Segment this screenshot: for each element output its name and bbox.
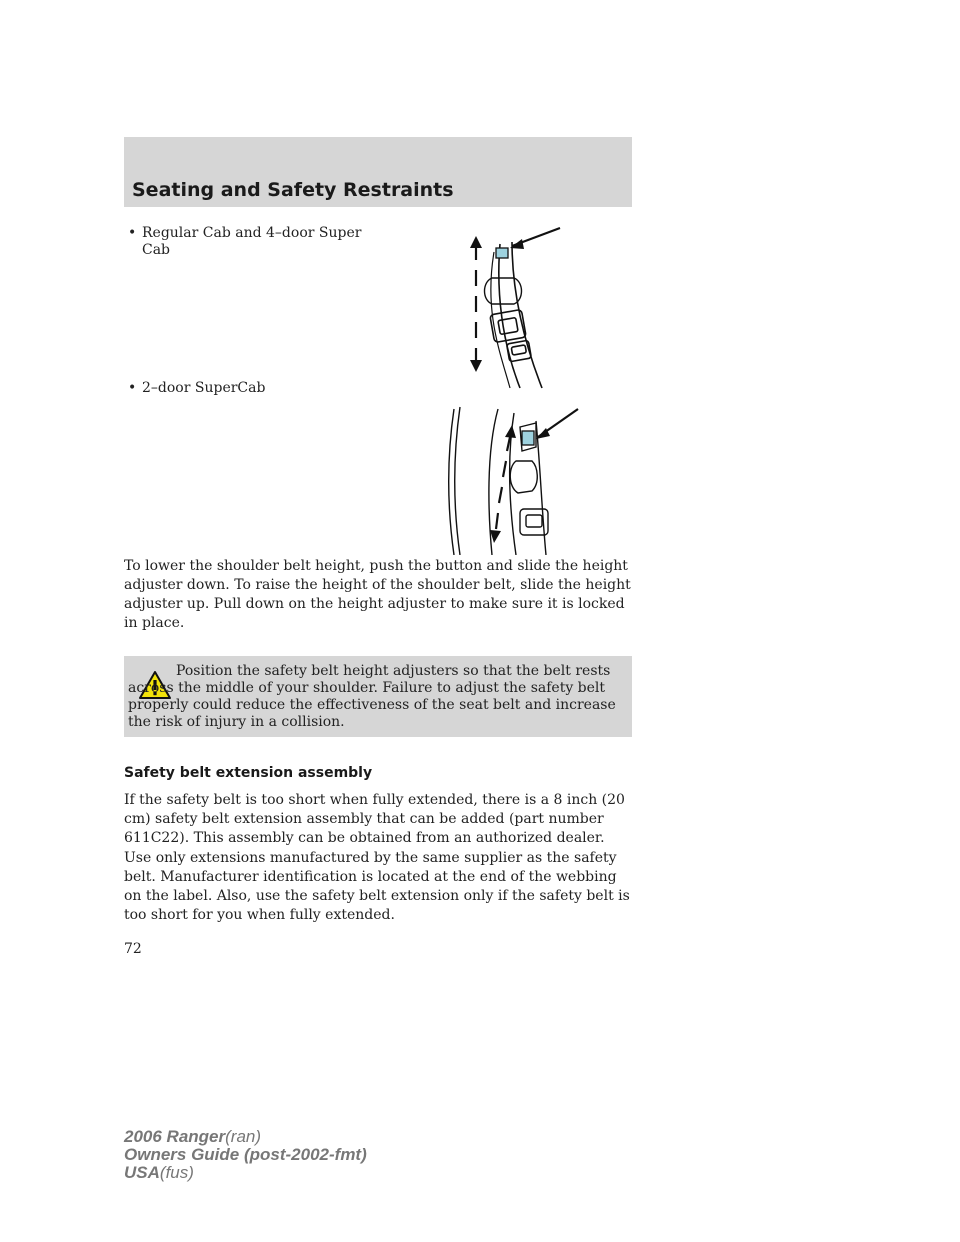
footer-line-2: Owners Guide (post-2002-fmt) bbox=[124, 1145, 367, 1164]
extension-paragraph-2: Use only extensions manufactured by the same supplier as the safety belt. Manufacturer identification is located at the end of the webbing on the label. Also, use the safety belt extension only if the safety belt is too short for you when fully extended. bbox=[124, 850, 630, 923]
document-footer bbox=[124, 1128, 367, 1182]
bullet-item-regular-cab bbox=[128, 225, 388, 259]
warning-text: Position the safety belt height adjusters so that the belt rests across the middle of your shoulder. Failure to adjust the safety belt properly could reduce the effectiveness of the seat belt and increase the risk of injury in a collision. bbox=[128, 663, 616, 730]
warning-box bbox=[124, 656, 632, 737]
belt-adjuster-illustration-2-door-supercab bbox=[436, 403, 596, 555]
section-title: Seating and Safety Restraints bbox=[132, 179, 454, 201]
belt-adjuster-illustration-regular-cab bbox=[452, 222, 592, 390]
extension-paragraph-1: If the safety belt is too short when fully extended, there is a 8 inch (20 cm) safety belt extension assembly that can be added (part number 611C22). This assembly can be obtained from an authorized dealer. bbox=[124, 792, 625, 846]
adjust-instructions-paragraph: To lower the shoulder belt height, push the button and slide the height adjuster down. To raise the height of the shoulder belt, slide the height adjuster up. Pull down on the height adjuster to make sure it is locked in place. bbox=[124, 558, 631, 631]
extension-heading: Safety belt extension assembly bbox=[124, 765, 373, 781]
bullet-symbol: • bbox=[128, 225, 137, 241]
footer-line-3: USA(fus) bbox=[124, 1163, 194, 1182]
bullet-symbol: • bbox=[128, 380, 137, 396]
page-number: 72 bbox=[124, 941, 142, 957]
section-header bbox=[124, 137, 632, 207]
bullet-item-2-door-supercab bbox=[128, 380, 388, 397]
bullet-text: Regular Cab and 4–door Super Cab bbox=[142, 225, 362, 258]
footer-line-1: 2006 Ranger(ran) bbox=[124, 1127, 262, 1146]
bullet-text: 2–door SuperCab bbox=[142, 380, 266, 396]
